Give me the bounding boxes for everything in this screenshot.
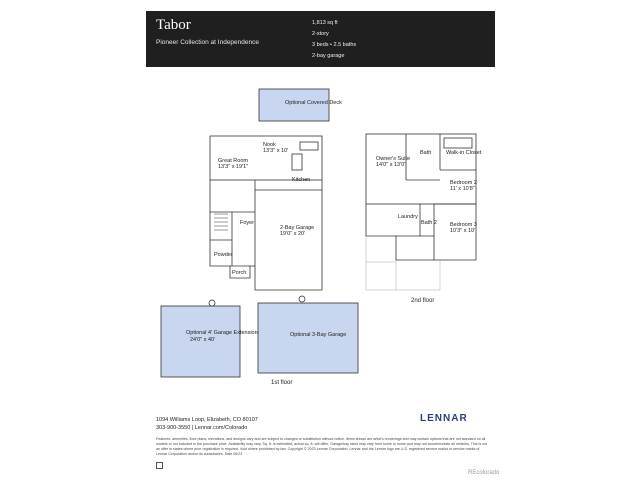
- label-nook: Nook: [263, 142, 276, 148]
- label-porch: Porch: [232, 270, 247, 276]
- label-bedroom3-dim: 10'3" x 10': [450, 228, 476, 234]
- label-great-room: Great Room: [218, 158, 248, 164]
- label-powder: Powder: [214, 252, 233, 258]
- spec-sqft: 1,813 sq ft: [312, 20, 338, 26]
- label-great-room-dim: 13'3" x 19'1": [218, 164, 249, 170]
- first-floor-lower: [210, 180, 322, 290]
- label-owners-suite: Owner's Suite: [376, 156, 411, 162]
- label-bath2: Bath 2: [421, 220, 437, 226]
- spec-beds-baths: 3 beds • 2.5 baths: [312, 42, 357, 48]
- footer-legal-text: Features, amenities, floor plans, elevations, and designs vary and are subject to changes or substitution without notice. Items shown are artist's renderings and may contain options that are not standard on all models or not included in the purchase price. Availability may vary. Sq. ft. is estimated; actual sq. ft. will differ. Garage/bay sizes may vary from home to home and may not accommodate all vehicles. This is not an offer in states where prior registration is required. Void where prohibited by law. Copyright © 2023 Lennar Corporation. Lennar and the Lennar logo are U.S. registered service marks or service marks of Lennar Corporation and/or its subsidiaries. Date 06/23: [156, 437, 488, 456]
- label-bath: Bath: [420, 150, 432, 156]
- floor-label-first: 1st floor: [271, 380, 293, 386]
- plan-subtitle: Pioneer Collection at Independence: [156, 39, 259, 46]
- label-walkin-closet: Walk-in Closet: [446, 150, 482, 156]
- label-bedroom2-dim: 11' x 10'8": [450, 186, 475, 192]
- plan-title: Tabor: [156, 17, 191, 33]
- label-opt-3bay-garage: Optional 3-Bay Garage: [290, 332, 347, 338]
- label-bedroom3: Bedroom 3: [450, 222, 477, 228]
- footer-address: 1094 Williams Loop, Elizabeth, CO 80107: [156, 417, 258, 423]
- label-opt-garage-ext-dim: 24'0" x 40': [190, 337, 216, 343]
- equal-housing-icon: [156, 462, 163, 469]
- watermark: REcolorado: [468, 470, 500, 476]
- label-foyer: Foyer: [240, 220, 255, 226]
- footer-address-block: [156, 416, 258, 432]
- label-opt-garage-ext: Optional 4' Garage Extension: [186, 330, 258, 336]
- lennar-logo: LENNAR: [420, 413, 468, 424]
- label-nook-dim: 13'3" x 10': [263, 148, 289, 154]
- label-laundry: Laundry: [398, 214, 418, 220]
- opt-3bay-garage-shape: [258, 303, 358, 373]
- label-garage-2bay: 2-Bay Garage: [280, 225, 315, 231]
- label-owners-suite-dim: 14'0" x 13'0": [376, 162, 407, 168]
- spec-garage: 2-bay garage: [312, 53, 345, 59]
- label-covered-deck: Optional Covered Deck: [285, 100, 342, 106]
- label-kitchen: Kitchen: [292, 177, 311, 183]
- label-bedroom2: Bedroom 2: [450, 180, 477, 186]
- floor-label-second: 2nd floor: [411, 298, 435, 304]
- second-floor-upper: [366, 134, 476, 204]
- footer-contact: 303-900-3550 | Lennar.com/Colorado: [156, 425, 248, 431]
- spec-stories: 2-story: [312, 31, 329, 37]
- label-garage-2bay-dim: 19'0" x 20': [280, 231, 306, 237]
